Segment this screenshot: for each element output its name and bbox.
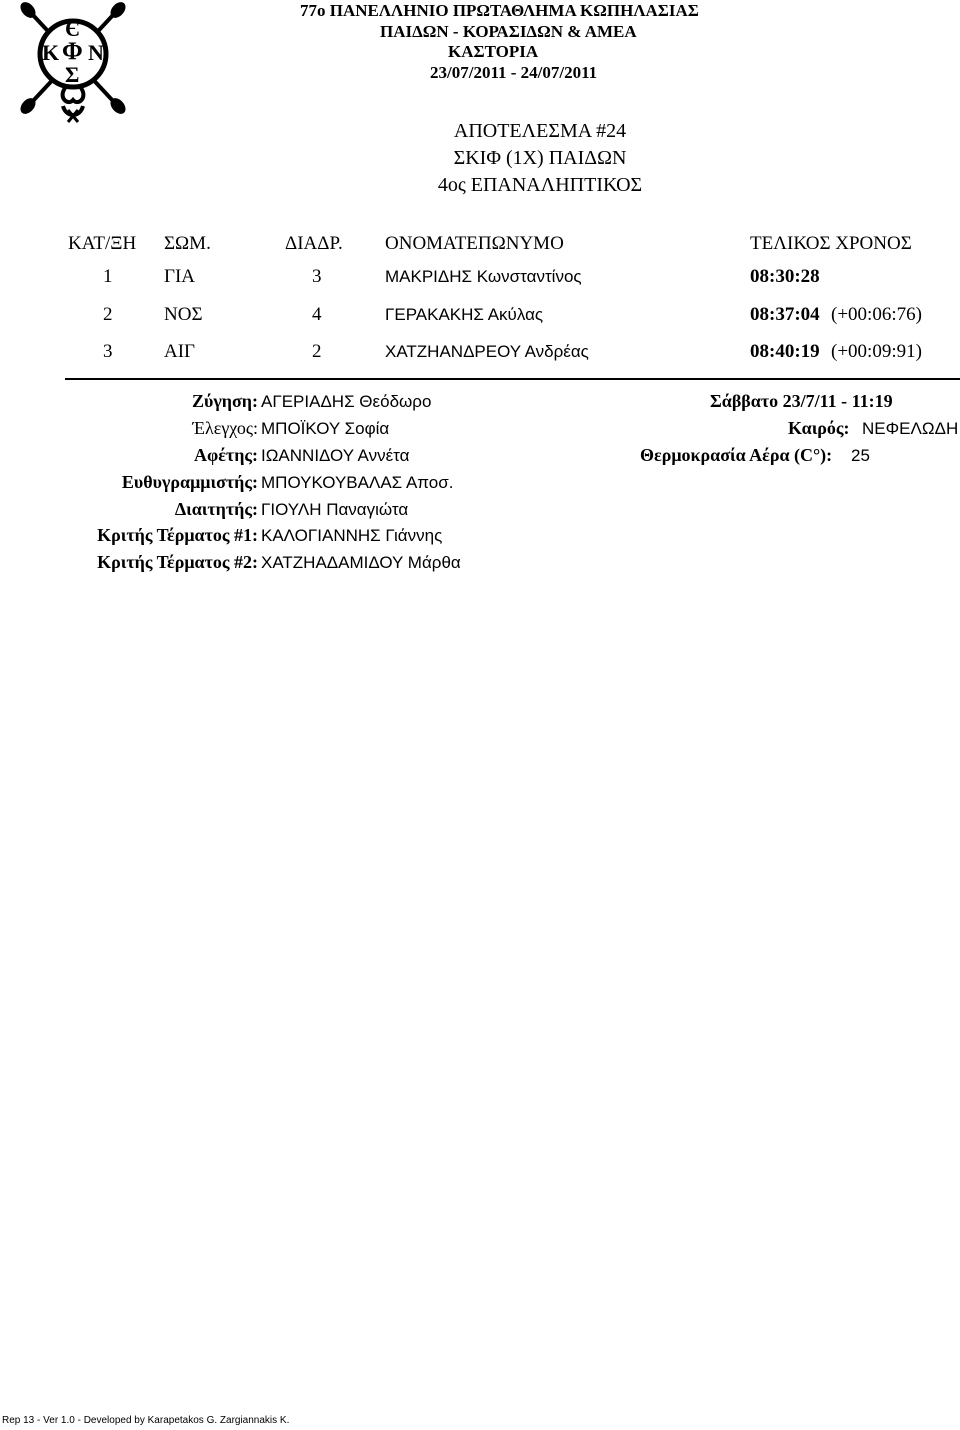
row-athlete-name: ΧΑΤΖΗΑΝΔΡΕΟΥ Ανδρέας [385, 342, 589, 361]
row-lane: 4 [312, 304, 322, 325]
logo-letter-left: Κ [42, 40, 60, 65]
official-value: ΧΑΤΖΗΑΔΑΜΙΔΟΥ Μάρθα [261, 553, 461, 572]
kop-logo [18, 2, 128, 128]
official-label: Αφέτης: [193, 445, 258, 465]
race-heat: 4ος ΕΠΑΝΑΛΗΠΤΙΚΟΣ [437, 174, 643, 196]
event-location: ΚΑΣΤΟΡΙΑ [448, 42, 539, 61]
header-final-time: ΤΕΛΙΚΟΣ ΧΡΟΝΟΣ [750, 233, 912, 254]
official-label: Κριτής Τέρματος #2: [97, 552, 258, 572]
header-lane: ΔΙΑΔΡ. [285, 233, 343, 254]
event-subtitle: ΠΑΙΔΩΝ - ΚΟΡΑΣΙΔΩΝ & ΑΜΕΑ [380, 22, 637, 41]
official-value: ΓΙΟΥΛΗ Παναγιώτα [261, 500, 409, 519]
weather-label: Καιρός: [788, 418, 850, 438]
weather-value: ΝΕΦΕΛΩΔΗ [862, 419, 959, 438]
footer-credits: Rep 13 - Ver 1.0 - Developed by Karapetakos G. Zargiannakis K. [2, 1415, 290, 1426]
row-club: ΑΙΓ [164, 341, 196, 362]
header-name: ΟΝΟΜΑΤΕΠΩΝΥΜΟ [385, 233, 564, 254]
official-value: ΜΠΟΥΚΟΥΒΑΛΑΣ Αποσ. [261, 473, 454, 492]
row-final-time: 08:37:04 [750, 304, 820, 325]
row-lane: 3 [312, 266, 322, 287]
race-datetime: Σάββατο 23/7/11 - 11:19 [710, 391, 893, 411]
logo-letter-bottom: Σ [65, 62, 80, 87]
row-final-time: 08:30:28 [750, 266, 820, 287]
row-athlete-name: ΓΕΡΑΚΑΚΗΣ Ακύλας [385, 305, 544, 324]
air-temp-value: 25 [851, 446, 870, 465]
air-temp-label: Θερμοκρασία Αέρα (C°): [640, 445, 833, 465]
row-rank: 3 [103, 341, 113, 362]
logo-letter-right: Ν [88, 40, 104, 65]
row-time-diff: (+00:09:91) [831, 341, 922, 362]
logo-letter-center: Φ [62, 38, 83, 65]
divider-rule [65, 378, 960, 380]
row-athlete-name: ΜΑΚΡΙΔΗΣ Κωνσταντίνος [385, 267, 582, 286]
official-value: ΑΓΕΡΙΑΔΗΣ Θεόδωρο [261, 392, 432, 411]
official-label: Ευθυγραμμιστής: [121, 472, 258, 492]
official-value: ΙΩΑΝΝΙΔΟΥ Αννέτα [261, 446, 410, 465]
row-rank: 1 [103, 266, 113, 287]
race-boat-class: ΣΚΙΦ (1Χ) ΠΑΙΔΩΝ [453, 147, 627, 169]
event-title: 77ο ΠΑΝΕΛΛΗΝΙΟ ΠΡΩΤΑΘΛΗΜΑ ΚΩΠΗΛΑΣΙΑΣ [300, 1, 699, 20]
official-label: Κριτής Τέρματος #1: [97, 525, 258, 545]
row-final-time: 08:40:19 [750, 341, 820, 362]
event-dates: 23/07/2011 - 24/07/2011 [430, 63, 598, 82]
official-label: Διαιτητής: [174, 499, 258, 519]
row-club: ΓΙΑ [164, 266, 196, 287]
header-club: ΣΩΜ. [164, 233, 211, 254]
row-time-diff: (+00:06:76) [831, 304, 922, 325]
official-value: ΚΑΛΟΓΙΑΝΝΗΣ Γιάννης [261, 526, 443, 545]
row-rank: 2 [103, 304, 113, 325]
row-club: ΝΟΣ [164, 304, 203, 325]
row-lane: 2 [312, 341, 322, 362]
official-label: Έλεγχος: [192, 418, 258, 438]
header-rank: ΚΑΤ/ΞΗ [68, 233, 137, 254]
official-value: ΜΠΟΪΚΟΥ Σοφία [261, 419, 390, 438]
race-result-number: ΑΠΟΤΕΛΕΣΜΑ #24 [453, 120, 627, 142]
official-label: Ζύγηση: [192, 391, 258, 411]
logo-letter-top: Є [65, 16, 80, 41]
